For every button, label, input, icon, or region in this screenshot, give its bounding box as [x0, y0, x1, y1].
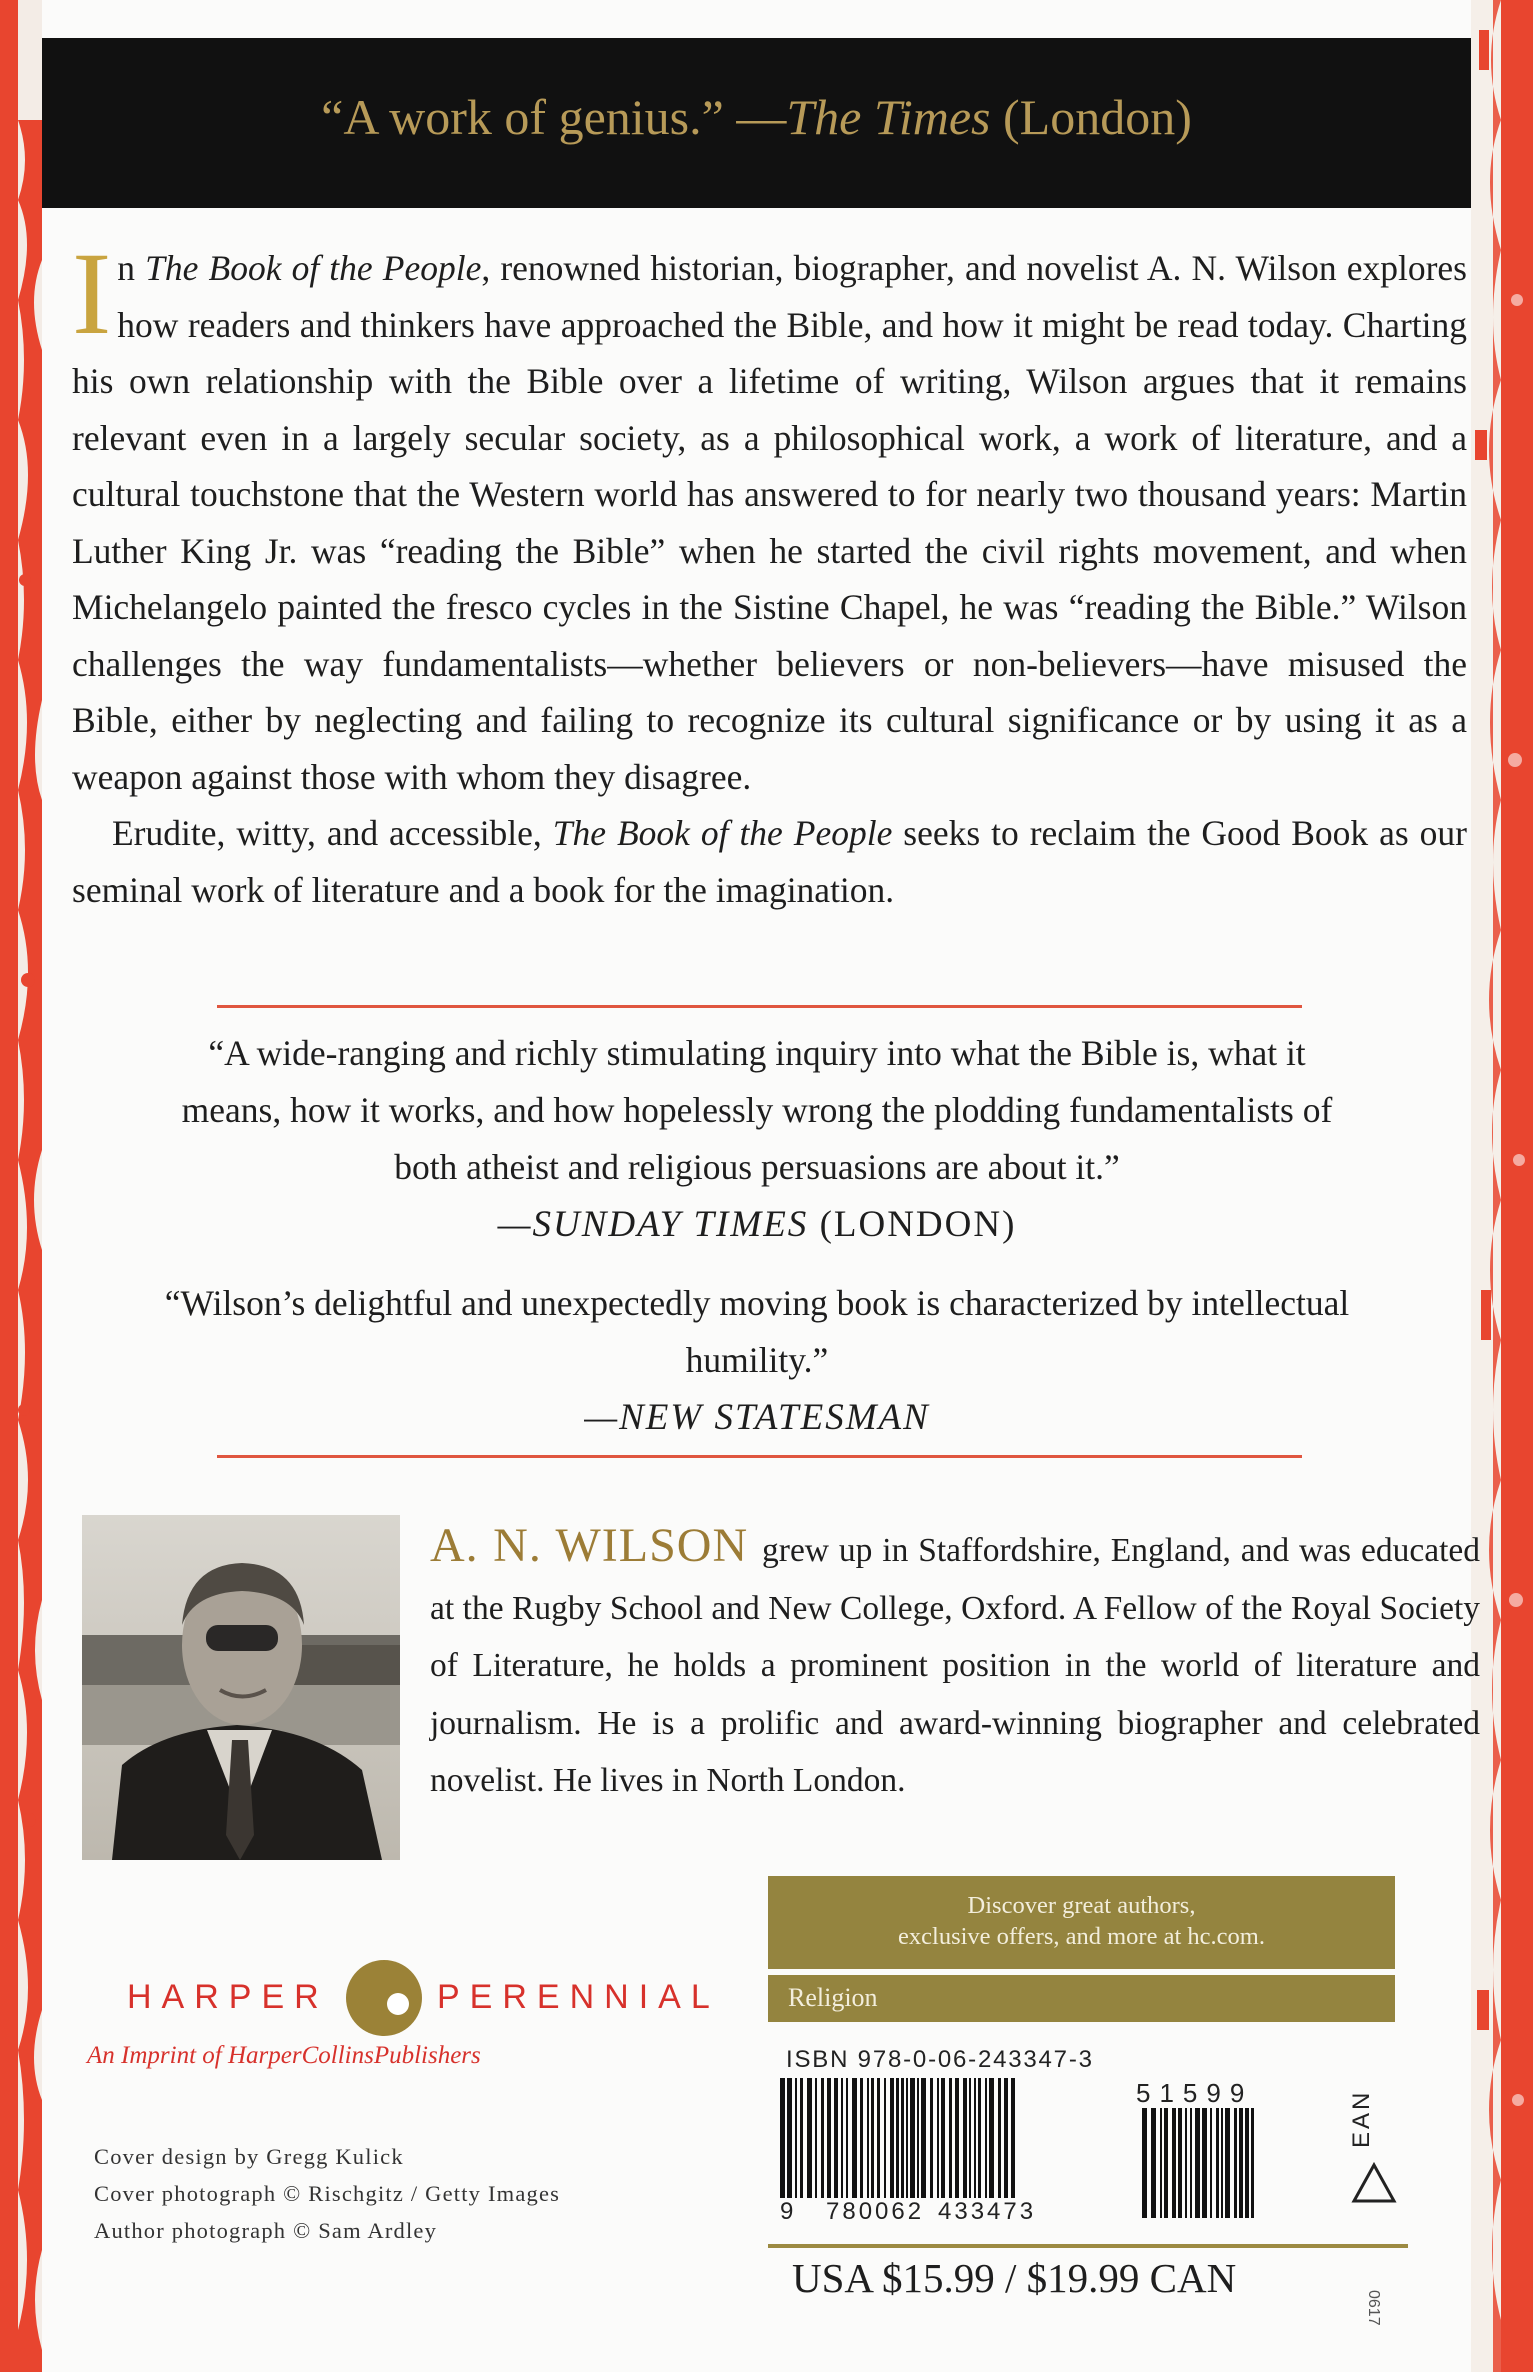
- review-2-source-name: —NEW STATESMAN: [584, 1397, 930, 1438]
- author-portrait-image: [82, 1515, 400, 1860]
- promo-box: [768, 1876, 1395, 1969]
- cover-credits: [94, 2138, 560, 2249]
- review-1-source-suffix: (LONDON): [808, 1204, 1017, 1245]
- description-p2-body: seeks to reclaim the Good Book as our seminal work of literature and a book for the imagination.: [72, 813, 1467, 910]
- top-quote-dash: —: [723, 89, 787, 145]
- logo-text-perennial: PERENNIAL: [437, 1978, 720, 2016]
- engraving-pattern-right: [1471, 0, 1533, 2372]
- description-p1-start: n: [117, 248, 146, 288]
- print-code: 0617: [1365, 2290, 1382, 2326]
- barcode-group-1: 780062: [826, 2198, 925, 2225]
- review-1: [162, 1025, 1352, 1253]
- barcode-main: [778, 2078, 1098, 2198]
- price-rule: [768, 2244, 1408, 2248]
- triangle-icon: [1350, 2161, 1398, 2205]
- credit-cover-design: Cover design by Gregg Kulick: [94, 2144, 404, 2169]
- back-cover: [42, 0, 1481, 2372]
- author-photo: [82, 1515, 400, 1860]
- review-2-source: [162, 1389, 1352, 1446]
- author-bio-text: grew up in Staffordshire, England, and was educated at the Rugby School and New College, Oxford. A Fellow of the Royal Society of Literature, he holds a prominent position in the world of literature and journalism. He is a prolific and award-winning biographer and celebrated novelist. He lives in North London.: [430, 1532, 1481, 1799]
- engraving-pattern-left: [0, 0, 42, 2372]
- description-paragraph-1: [72, 228, 1467, 805]
- genre-label: Religion: [768, 1975, 1395, 2022]
- book-description: [72, 228, 1467, 918]
- price: USA $15.99 / $19.99 CAN: [792, 2255, 1237, 2301]
- top-quote-publication: The Times: [786, 89, 991, 145]
- barcode-addon-digits: 51599: [1136, 2078, 1254, 2108]
- description-p1-body: , renowned historian, biographer, and novelist A. N. Wilson explores how readers and thinkers have approached the Bible, and how it might be read today. Charting his own relationship with the Bible over a lifetime of writing, Wilson argues that it remains relevant even in a largely secular society, as a philosophical work, a work of literature, and a cultural touchstone that the Western world has answered to for nearly two thousand years: Martin Luther King Jr. was “reading the Bible” when he started the civil rights movement, and when Michelangelo painted the fresco cycles in the Sistine Chapel, he was “reading the Bible.” Wilson challenges the way fundamentalists—whether believers or non-believers—have misused the Bible, either by neglecting and failing to recognize its cultural significance or by using it as a weapon against those with whom they disagree.: [72, 248, 1467, 797]
- divider-bottom: [217, 1455, 1302, 1458]
- barcode-group-2: 433473: [938, 2198, 1037, 2225]
- review-1-source: [162, 1196, 1352, 1253]
- credit-author-photograph: Author photograph © Sam Ardley: [94, 2218, 438, 2243]
- harper-perennial-logo-icon: [344, 1958, 424, 2038]
- logo-text-harper: HARPER: [127, 1978, 329, 2016]
- drop-cap: I: [72, 228, 112, 359]
- promo-line-1: Discover great authors,: [967, 1892, 1196, 1919]
- description-paragraph-2: [72, 805, 1467, 918]
- barcode-addon: [1140, 2108, 1290, 2218]
- ean-label: EAN: [1348, 2089, 1375, 2148]
- barcode-area: [768, 2038, 1408, 2278]
- top-quote-location: (London): [990, 89, 1192, 145]
- publisher-logo: [87, 1958, 747, 2048]
- credit-cover-photograph: Cover photograph © Rischgitz / Getty Images: [94, 2181, 561, 2206]
- imprint-line: An Imprint of HarperCollinsPublishers: [87, 2042, 481, 2069]
- barcode-lead-digit: 9: [780, 2198, 797, 2225]
- author-bio: [430, 1517, 1480, 1810]
- top-quote-text: “A work of genius.”: [321, 89, 724, 145]
- top-quote: [42, 88, 1471, 146]
- divider-top: [217, 1005, 1302, 1008]
- description-p2-start: Erudite, witty, and accessible,: [112, 813, 553, 853]
- book-title: The Book of the People: [145, 248, 482, 288]
- author-name: A. N. WILSON: [430, 1519, 749, 1572]
- review-1-source-name: —SUNDAY TIMES: [497, 1204, 809, 1245]
- left-decorative-border: [0, 0, 42, 2372]
- book-title-2: The Book of the People: [552, 813, 893, 853]
- review-2-quote: “Wilson’s delightful and unexpectedly moving book is characterized by intellectual humility.”: [164, 1283, 1350, 1380]
- review-1-quote: “A wide-ranging and richly stimulating inquiry into what the Bible is, what it means, how it works, and how hopelessly wrong the plodding fundamentalists of both atheist and religious persuasions are about it.”: [181, 1033, 1333, 1187]
- right-decorative-border: [1471, 0, 1533, 2372]
- isbn-text: ISBN 978-0-06-243347-3: [786, 2046, 1094, 2073]
- promo-line-2: exclusive offers, and more at hc.com.: [898, 1923, 1265, 1950]
- review-2: [162, 1275, 1352, 1446]
